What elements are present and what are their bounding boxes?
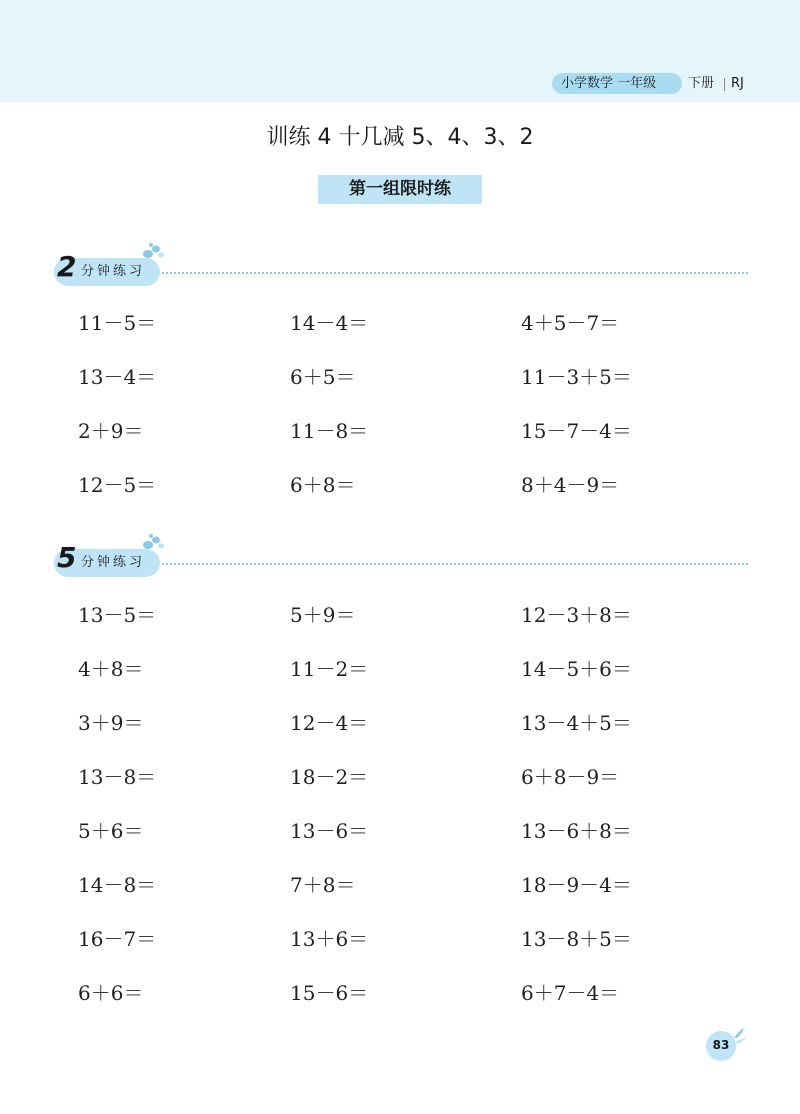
problem: 11－5＝ xyxy=(78,311,157,335)
problem: 4＋5－7＝ xyxy=(521,311,620,335)
section-header-5min xyxy=(54,541,754,587)
problem: 13－4＋5＝ xyxy=(521,711,632,735)
problem: 8＋4－9＝ xyxy=(521,473,620,497)
problem: 4＋8＝ xyxy=(78,657,144,681)
problem: 2＋9＝ xyxy=(78,419,144,443)
problem: 6＋7－4＝ xyxy=(521,981,620,1005)
problem: 3＋9＝ xyxy=(78,711,144,735)
problem: 14－5＋6＝ xyxy=(521,657,632,681)
problem: 6＋8＝ xyxy=(290,473,356,497)
problem: 13－4＝ xyxy=(78,365,157,389)
section-dotted-line xyxy=(162,272,748,274)
problem: 13－6＋8＝ xyxy=(521,819,632,843)
header-edition: RJ xyxy=(731,76,744,91)
problem: 5＋9＝ xyxy=(290,603,356,627)
problem: 13－8＋5＝ xyxy=(521,927,632,951)
problem: 15－7－4＝ xyxy=(521,419,632,443)
problem: 15－6＝ xyxy=(290,981,369,1005)
page-number: 83 xyxy=(712,1038,730,1052)
problem: 11－3＋5＝ xyxy=(521,365,632,389)
section-minutes: 5 xyxy=(57,541,77,574)
section-header-2min xyxy=(54,250,754,296)
section-dotted-line xyxy=(162,563,748,565)
section-label: 分钟练习 xyxy=(81,555,146,570)
header-subject: 小学数学 一年级 xyxy=(561,76,657,91)
problem: 7＋8＝ xyxy=(290,873,356,897)
problem: 11－8＝ xyxy=(290,419,369,443)
header-volume: 下册 xyxy=(688,76,715,91)
splash-icon xyxy=(140,533,166,551)
problem: 6＋5＝ xyxy=(290,365,356,389)
problem: 13＋6＝ xyxy=(290,927,369,951)
problem: 18－9－4＝ xyxy=(521,873,632,897)
header-divider xyxy=(724,78,725,91)
problem: 5＋6＝ xyxy=(78,819,144,843)
problem: 14－4＝ xyxy=(290,311,369,335)
problem: 6＋6＝ xyxy=(78,981,144,1005)
problem: 12－4＝ xyxy=(290,711,369,735)
problem: 13－6＝ xyxy=(290,819,369,843)
group-label: 第一组限时练 xyxy=(318,175,482,204)
problem: 13－8＝ xyxy=(78,765,157,789)
problem: 12－3＋8＝ xyxy=(521,603,632,627)
section-label: 分钟练习 xyxy=(81,264,146,279)
splash-icon xyxy=(140,242,166,260)
problem: 11－2＝ xyxy=(290,657,369,681)
problem: 12－5＝ xyxy=(78,473,157,497)
problem: 18－2＝ xyxy=(290,765,369,789)
problem: 6＋8－9＝ xyxy=(521,765,620,789)
problem: 14－8＝ xyxy=(78,873,157,897)
problem: 16－7＝ xyxy=(78,927,157,951)
problem: 13－5＝ xyxy=(78,603,157,627)
section-minutes: 2 xyxy=(57,250,77,283)
lesson-title: 训练 4 十几减 5、4、3、2 xyxy=(266,125,534,150)
